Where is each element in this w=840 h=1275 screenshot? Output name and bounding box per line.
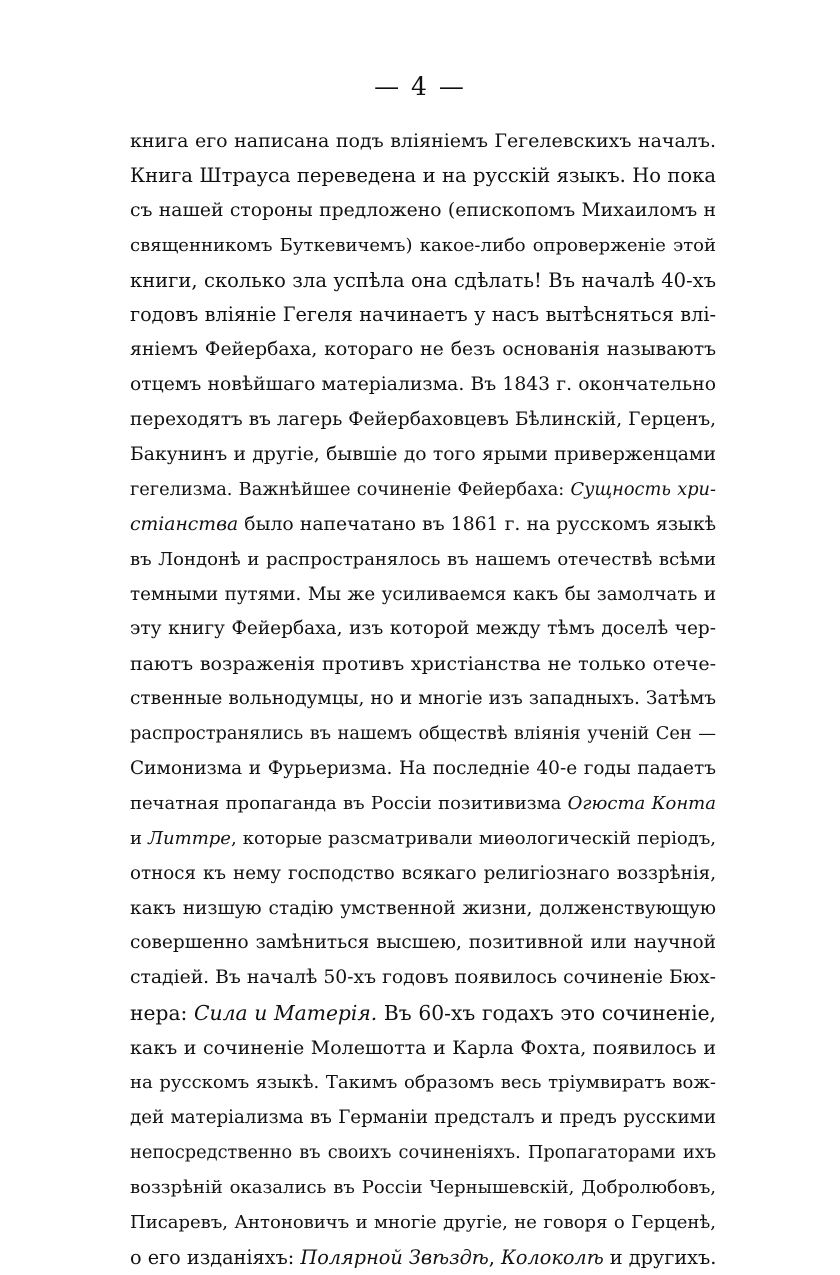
text-segment: печатная пропаганда въ Россiи позитивизма <box>130 793 568 814</box>
text-line <box>130 298 716 333</box>
text-segment: , <box>489 1246 501 1269</box>
text-line <box>130 1171 716 1206</box>
text-line <box>130 612 716 647</box>
text-line <box>130 961 716 996</box>
text-line <box>130 543 716 578</box>
italic-title: Колоколѣ <box>501 1246 604 1269</box>
text-segment: какъ низшую стадiю умственной жизни, долженствующую <box>130 898 716 919</box>
text-line <box>130 194 716 229</box>
text-line <box>130 787 716 822</box>
text-segment: Бакунинъ и другiе, бывшiе до того ярыми приверженцами <box>130 444 716 465</box>
text-segment: нера: <box>130 1001 194 1025</box>
text-line <box>130 438 716 473</box>
text-segment: воззрѣнiй оказались въ Россiи Чернышевскiй, Добролюбовъ, <box>130 1177 716 1198</box>
text-segment: годовъ влiянiе Гегеля начинаетъ у насъ вытѣсняться влi- <box>130 303 716 326</box>
text-segment: Въ 60-хъ годахъ это сочиненiе, <box>377 1001 716 1025</box>
text-line <box>130 229 716 264</box>
text-segment: стадiей. Въ началѣ 50-хъ годовъ появилось сочиненiе Бюх- <box>130 967 716 988</box>
text-line <box>130 857 716 892</box>
text-segment: Писаревъ, Антоновичъ и многiе другiе, не говоря о Герценѣ, <box>130 1212 716 1233</box>
text-line <box>130 647 716 682</box>
text-segment: отцемъ новѣйшаго матерiализма. Въ 1843 г. окончательно <box>130 374 716 395</box>
text-line <box>130 508 716 543</box>
text-segment: Книга Штрауса переведена и на русскiй языкъ. Но пока <box>130 164 716 187</box>
page-number: — 4 — <box>0 72 840 102</box>
italic-title: стiанства <box>130 514 238 535</box>
italic-title: Литтре <box>148 828 231 849</box>
text-segment: совершенно замѣниться высшею, позитивной или научной <box>130 932 716 953</box>
text-segment: темными путями. Мы же усиливаемся какъ бы замолчать и <box>130 584 716 605</box>
text-segment: паютъ возраженiя противъ христiанства не только отече- <box>130 653 716 675</box>
text-line <box>130 403 716 438</box>
text-segment: въ Лондонѣ и распространялось въ нашемъ отечествѣ всѣми <box>130 549 716 570</box>
text-line <box>130 159 716 194</box>
text-line <box>130 682 716 717</box>
text-segment: гегелизма. Важнѣйшее сочиненiе Фейербаха: <box>130 480 571 500</box>
text-line <box>130 1241 716 1275</box>
text-segment: было напечатано въ 1861 г. на русскомъ языкѣ <box>238 514 716 535</box>
text-line <box>130 333 716 368</box>
text-line <box>130 892 716 927</box>
italic-title: Полярной Звѣздѣ <box>300 1246 488 1269</box>
text-segment: янiемъ Фейербаха, котораго не безъ основанiя называютъ <box>130 339 716 360</box>
text-segment: священникомъ Буткевичемъ) какое-либо опроверженiе этой <box>130 235 716 256</box>
text-segment: дей матерiализма въ Германiи предсталъ и предъ русскими <box>130 1107 716 1128</box>
text-segment: о его изданiяхъ: <box>130 1246 300 1269</box>
text-segment: переходятъ въ лагерь Фейербаховцевъ Бѣлинскiй, Герценъ, <box>130 409 716 430</box>
text-line <box>130 822 716 857</box>
text-line <box>130 926 716 961</box>
text-segment: на русскомъ языкѣ. Такимъ образомъ весь трiумвиратъ вож- <box>130 1072 716 1093</box>
text-segment: книги, сколько зла успѣла она сдѣлать! Въ началѣ 40-хъ <box>130 269 716 292</box>
text-line <box>130 752 716 787</box>
text-segment: и другихъ. <box>604 1246 716 1269</box>
text-line <box>130 473 716 508</box>
text-line <box>130 1136 716 1171</box>
text-line <box>130 1101 716 1136</box>
text-line <box>130 1206 716 1241</box>
text-segment: относя къ нему господство всякаго религiознаго воззрѣнiя, <box>130 863 716 884</box>
text-segment: книга его написана подъ влiянiемъ Гегелевскихъ началъ. <box>130 130 716 152</box>
text-segment: съ нашей стороны предложено (епископомъ Михаиломъ н <box>130 200 716 221</box>
text-segment: распространялись въ нашемъ обществѣ влiянiя ученiй Сен — <box>130 724 716 744</box>
text-segment: какъ и сочиненiе Молешотта и Карла Фохта, появилось и <box>130 1037 716 1059</box>
text-segment: непосредственно въ своихъ сочиненiяхъ. Пропагаторами ихъ <box>130 1143 716 1163</box>
text-line <box>130 264 716 299</box>
text-segment: Симонизма и Фурьеризма. На последнiе 40-е годы падаетъ <box>130 758 716 779</box>
text-line <box>130 1066 716 1101</box>
text-segment: , которые разсматривали миѳологическiй перiодъ, <box>231 828 716 849</box>
italic-title: Огюста Конта <box>568 793 716 814</box>
text-line <box>130 996 716 1031</box>
text-line <box>130 578 716 613</box>
text-line <box>130 717 716 752</box>
text-segment: и <box>130 828 148 849</box>
text-line <box>130 1031 716 1066</box>
text-line <box>130 368 716 403</box>
text-segment: эту книгу Фейербаха, изъ которой между тѣмъ доселѣ чер- <box>130 618 716 639</box>
text-segment: ственные вольнодумцы, но и многiе изъ западныхъ. Затѣмъ <box>130 688 716 709</box>
body-text <box>130 124 716 1275</box>
text-line <box>130 124 716 159</box>
italic-title: Сущность хри- <box>571 480 717 500</box>
italic-title: Сила и Матерiя. <box>194 1001 377 1025</box>
